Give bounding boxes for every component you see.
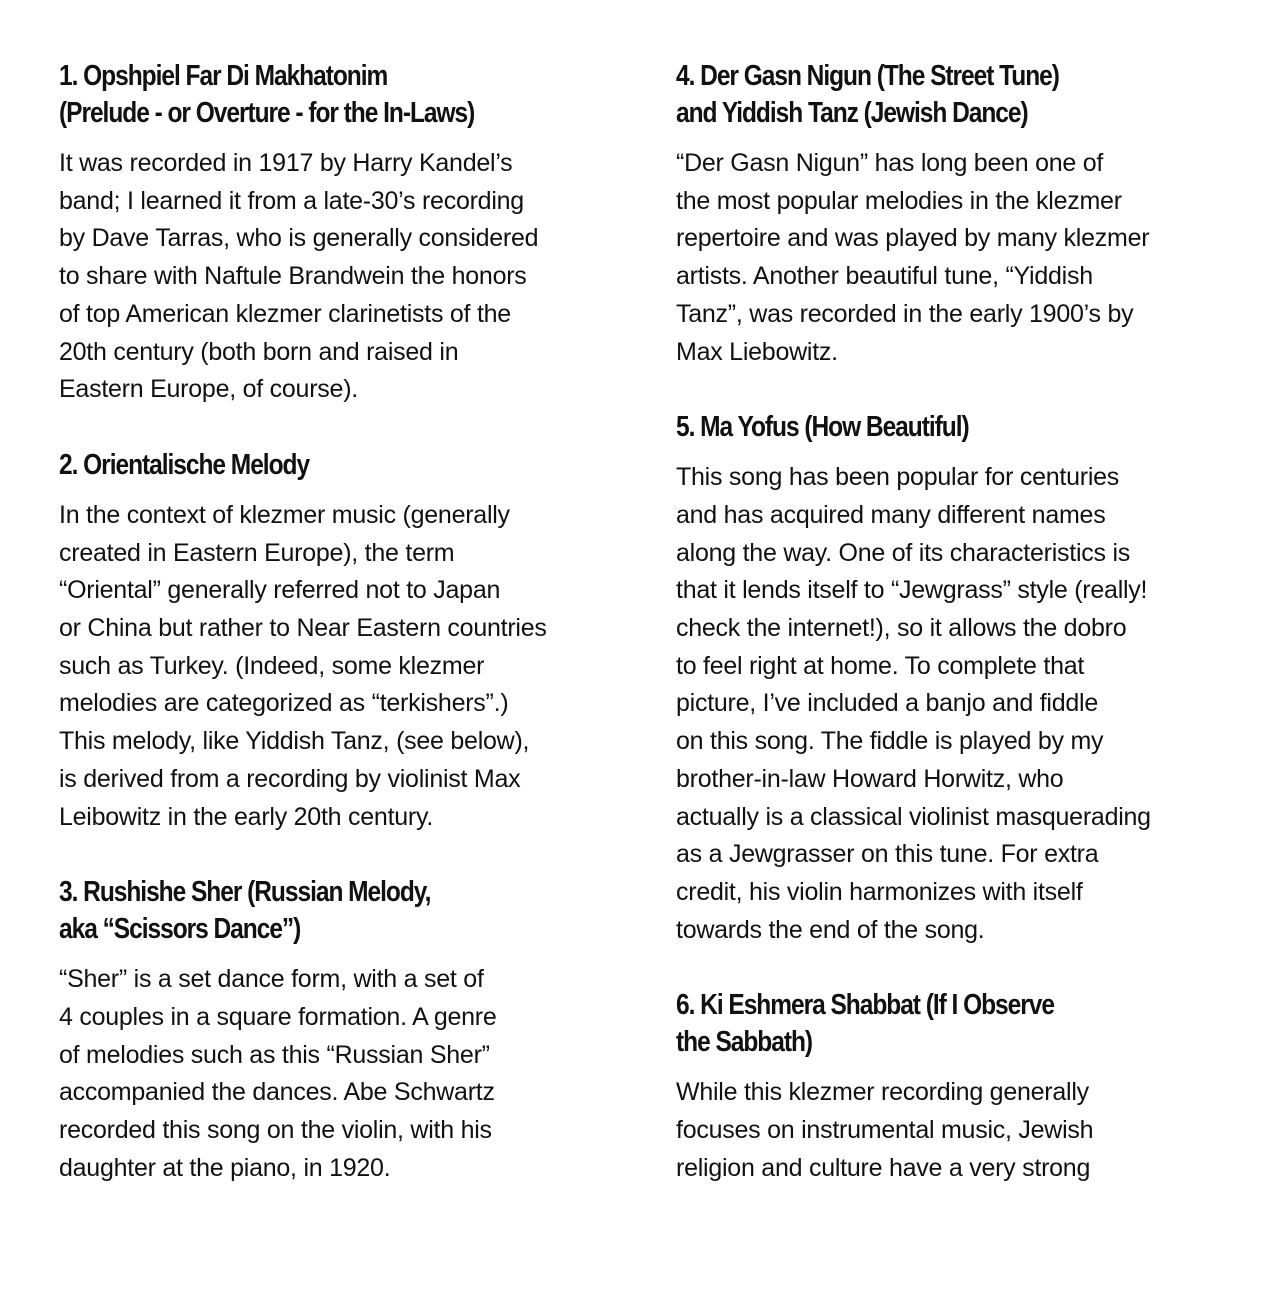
track-description: “Der Gasn Nigun” has long been one of the most popular melodies in the klezmer repertoire and was played by many klezmer artists. Another beautiful tune, “Yiddish Tanz”, was recorded in the early 1900’s by Max Liebowitz. (676, 149, 1150, 366)
track-heading: 4. Der Gasn Nigun (The Street Tune) and Yiddish Tanz (Jewish Dance) (676, 60, 1059, 129)
track-heading: 5. Ma Yofus (How Beautiful) (676, 411, 969, 444)
track-section-1 (59, 58, 634, 409)
track-description: This song has been popular for centuries and has acquired many different names along the way. One of its characteristics is that it lends itself to “Jewgrass” style (really! check the internet!), so it allows the dobro to feel right at home. To complete that picture, I’ve included a banjo and fiddle on this song. The fiddle is played by my brother-in-law Howard Horwitz, who actually is a classical violinist masquerading as a Jewgrasser on this tune. For extra credit, his violin harmonizes with itself towards the end of the song. (676, 463, 1151, 944)
track-heading: 6. Ki Eshmera Shabbat (If I Observe the Sabbath) (676, 989, 1054, 1059)
left-column (59, 58, 634, 1225)
track-section-3 (59, 874, 634, 1187)
track-description: It was recorded in 1917 by Harry Kandel’s band; I learned it from a late-30’s recording by Dave Tarras, who is generally considered to share with Naftule Brandwein the honors of top American klezmer clarinetists of the 20th century (both born and raised in Eastern Europe, of course). (59, 149, 539, 404)
track-section-6 (676, 987, 1261, 1187)
track-description: While this klezmer recording generally focuses on instrumental music, Jewish religion and culture have a very strong (676, 1078, 1094, 1182)
track-section-2 (59, 447, 634, 836)
track-description: In the context of klezmer music (generally created in Eastern Europe), the term “Oriental” generally referred not to Japan or China but rather to Near Eastern countries such as Turkey. (Indeed, some klezmer melodies are categorized as “terkishers”.) This melody, like Yiddish Tanz, (see below), is derived from a recording by violinist Max Leibowitz in the early 20th century. (59, 500, 547, 831)
right-column (676, 58, 1261, 1225)
track-heading: 2. Orientalische Melody (59, 448, 310, 481)
track-section-5 (676, 409, 1261, 949)
track-heading: 3. Rushishe Sher (Russian Melody, aka “Scissors Dance”) (59, 876, 431, 946)
track-description: “Sher” is a set dance form, with a set of 4 couples in a square formation. A genre of melodies such as this “Russian Sher” accompanied the dances. Abe Schwartz recorded this song on the violin, with his daughter at the piano, in 1920. (59, 965, 497, 1182)
track-section-4 (676, 58, 1261, 371)
track-heading: 1. Opshpiel Far Di Makhatonim (Prelude - or Overture - for the In-Laws) (59, 60, 475, 129)
